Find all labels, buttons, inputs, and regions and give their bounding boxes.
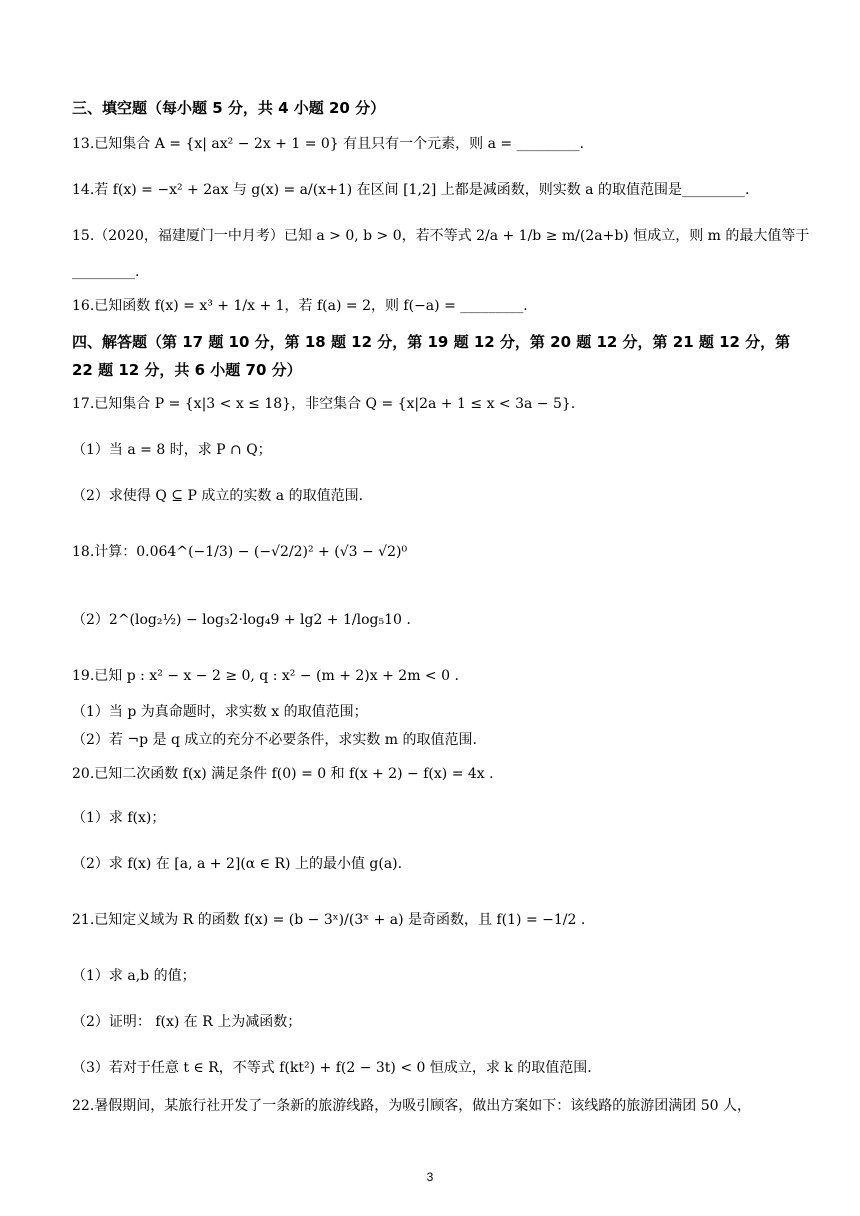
solve-section-title: 四、解答题（第 17 题 10 分，第 18 题 12 分，第 19 题 12 分，第 20 题 12 分，第 21 题 12 分，第 <box>72 333 791 351</box>
question-16: 16.已知函数 f(x) = x³ + 1/x + 1，若 f(a) = 2，则 f(−a) = _________. <box>72 298 528 314</box>
question-21-part-3: （3）若对于任意 t ∈ R，不等式 f(kt²) + f(2 − 3t) < 0 恒成立，求 k 的取值范围. <box>72 1060 592 1076</box>
question-19: 19.已知 p : x² − x − 2 ≥ 0, q : x² − (m + 2)x + 2m < 0 . <box>72 668 459 684</box>
fill-in-section-title: 三、填空题（每小题 5 分，共 4 小题 20 分） <box>72 99 386 117</box>
question-17: 17.已知集合 P = {x|3 < x ≤ 18}，非空集合 Q = {x|2a + 1 ≤ x < 3a − 5}. <box>72 396 576 412</box>
question-19-part-2: （2）若 ¬p 是 q 成立的充分不必要条件，求实数 m 的取值范围. <box>72 732 477 748</box>
solve-section-title-cont: 22 题 12 分，共 6 小题 70 分） <box>72 361 302 379</box>
question-21-part-2: （2）证明： f(x) 在 R 上为减函数； <box>72 1014 302 1030</box>
question-20: 20.已知二次函数 f(x) 满足条件 f(0) = 0 和 f(x + 2) − f(x) = 4x . <box>72 766 494 782</box>
question-20-part-1: （1）求 f(x)； <box>72 810 166 826</box>
question-20-part-2: （2）求 f(x) 在 [a, a + 2](α ∈ R) 上的最小值 g(a). <box>72 856 403 872</box>
question-21-part-1: （1）求 a,b 的值； <box>72 968 196 984</box>
question-17-part-1: （1）当 a = 8 时，求 P ∩ Q； <box>72 442 272 458</box>
question-21: 21.已知定义域为 R 的函数 f(x) = (b − 3ˣ)/(3ˣ + a) 是奇函数，且 f(1) = −1/2 . <box>72 912 586 928</box>
question-14: 14.若 f(x) = −x² + 2ax 与 g(x) = a/(x+1) 在区间 [1,2] 上都是减函数，则实数 a 的取值范围是_________. <box>72 182 750 198</box>
question-17-part-2: （2）求使得 Q ⊆ P 成立的实数 a 的取值范围. <box>72 488 364 504</box>
question-18: 18.计算：0.064^(−1/3) − (−√2/2)² + (√3 − √2)⁰ <box>72 544 408 560</box>
question-15-blank: _________. <box>72 264 140 280</box>
question-13: 13.已知集合 A = {x| ax² − 2x + 1 = 0} 有且只有一个元素，则 a = _________. <box>72 136 585 152</box>
question-22: 22.暑假期间，某旅行社开发了一条新的旅游线路，为吸引顾客，做出方案如下：该线路的旅游团满团 50 人， <box>72 1098 751 1114</box>
question-19-part-1: （1）当 p 为真命题时，求实数 x 的取值范围； <box>72 704 368 720</box>
question-15: 15.（2020，福建厦门一中月考）已知 a > 0, b > 0，若不等式 2/a + 1/b ≥ m/(2a+b) 恒成立，则 m 的最大值等于 <box>72 228 810 244</box>
page-number: 3 <box>426 1170 434 1184</box>
question-18-part-2: （2）2^(log₂½) − log₃2·log₄9 + lg2 + 1/log₅10 . <box>72 612 411 628</box>
